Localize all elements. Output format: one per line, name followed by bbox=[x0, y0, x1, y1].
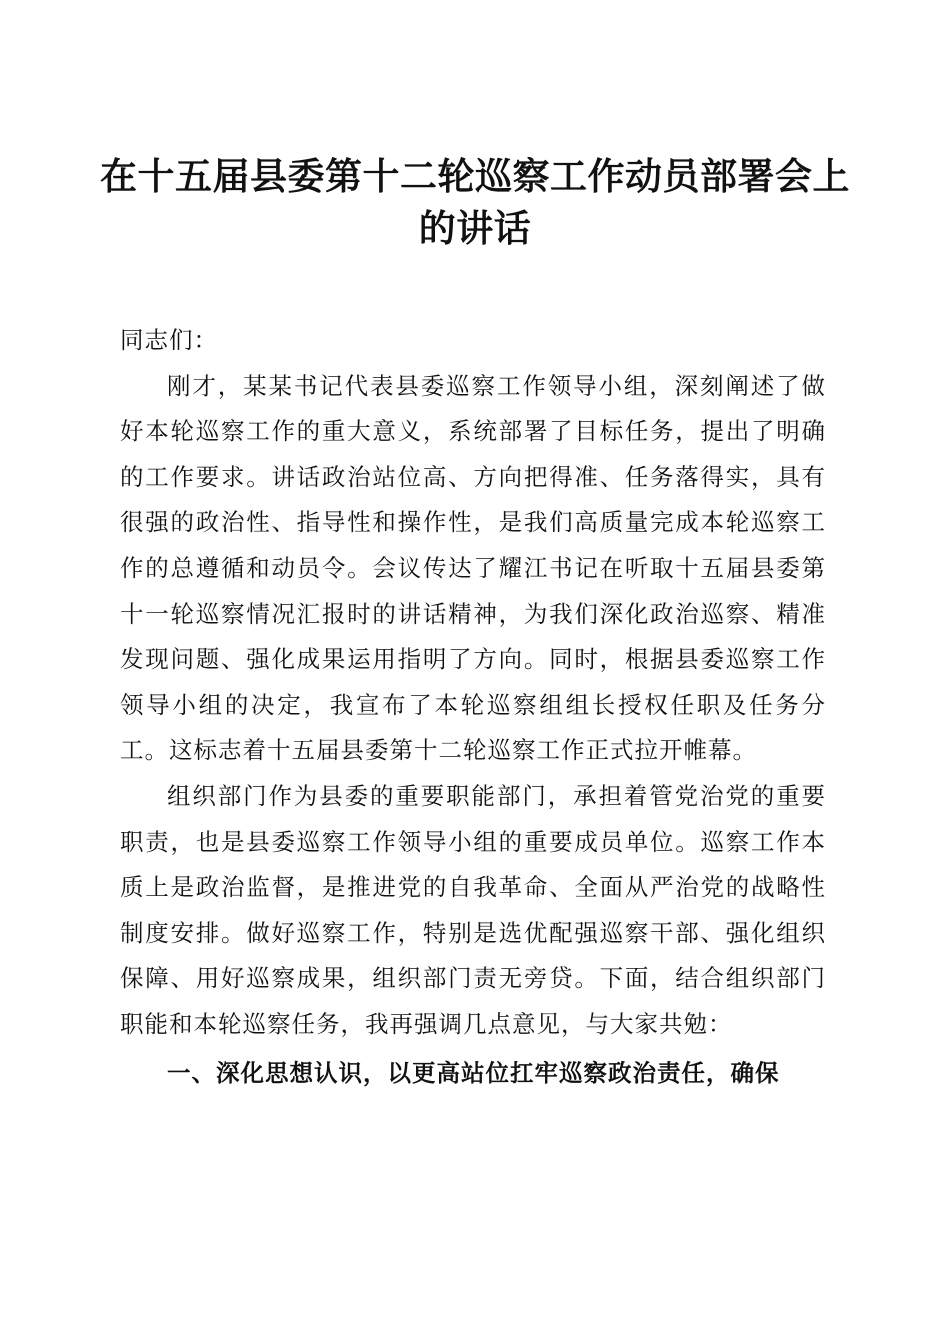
paragraph-opening: 刚才，某某书记代表县委巡察工作领导小组，深刻阐述了做好本轮巡察工作的重大意义，系统部署了目标任务，提出了明确的工作要求。讲话政治站位高、方向把得准、任务落得实，具有很强的政治性、指导性和操作性，是我们高质量完成本轮巡察工作的总遵循和动员令。会议传达了耀江书记在听取十五届县委第十一轮巡察情况汇报时的讲话精神，为我们深化政治巡察、精准发现问题、强化成果运用指明了方向。同时，根据县委巡察工作领导小组的决定，我宣布了本轮巡察组组长授权任职及任务分工。这标志着十五届县委第十二轮巡察工作正式拉开帷幕。 bbox=[120, 371, 826, 765]
section-heading-1: 一、深化思想认识，以更高站位扛牢巡察政治责任，确保 bbox=[167, 1058, 780, 1087]
paragraph-organization-role: 组织部门作为县委的重要职能部门，承担着管党治党的重要职责，也是县委巡察工作领导小组的重要成员单位。巡察工作本质上是政治监督，是推进党的自我革命、全面从严治党的战略性制度安排。做好巡察工作，特别是选优配强巡察干部、强化组织保障、用好巡察成果，组织部门责无旁贷。下面，结合组织部门职能和本轮巡察任务，我再强调几点意见，与大家共勉： bbox=[120, 781, 826, 1038]
document-title: 在十五届县委第十二轮巡察工作动员部署会上的讲话 bbox=[100, 154, 850, 250]
document-body bbox=[120, 318, 826, 1096]
salutation: 同志们： bbox=[120, 326, 218, 354]
